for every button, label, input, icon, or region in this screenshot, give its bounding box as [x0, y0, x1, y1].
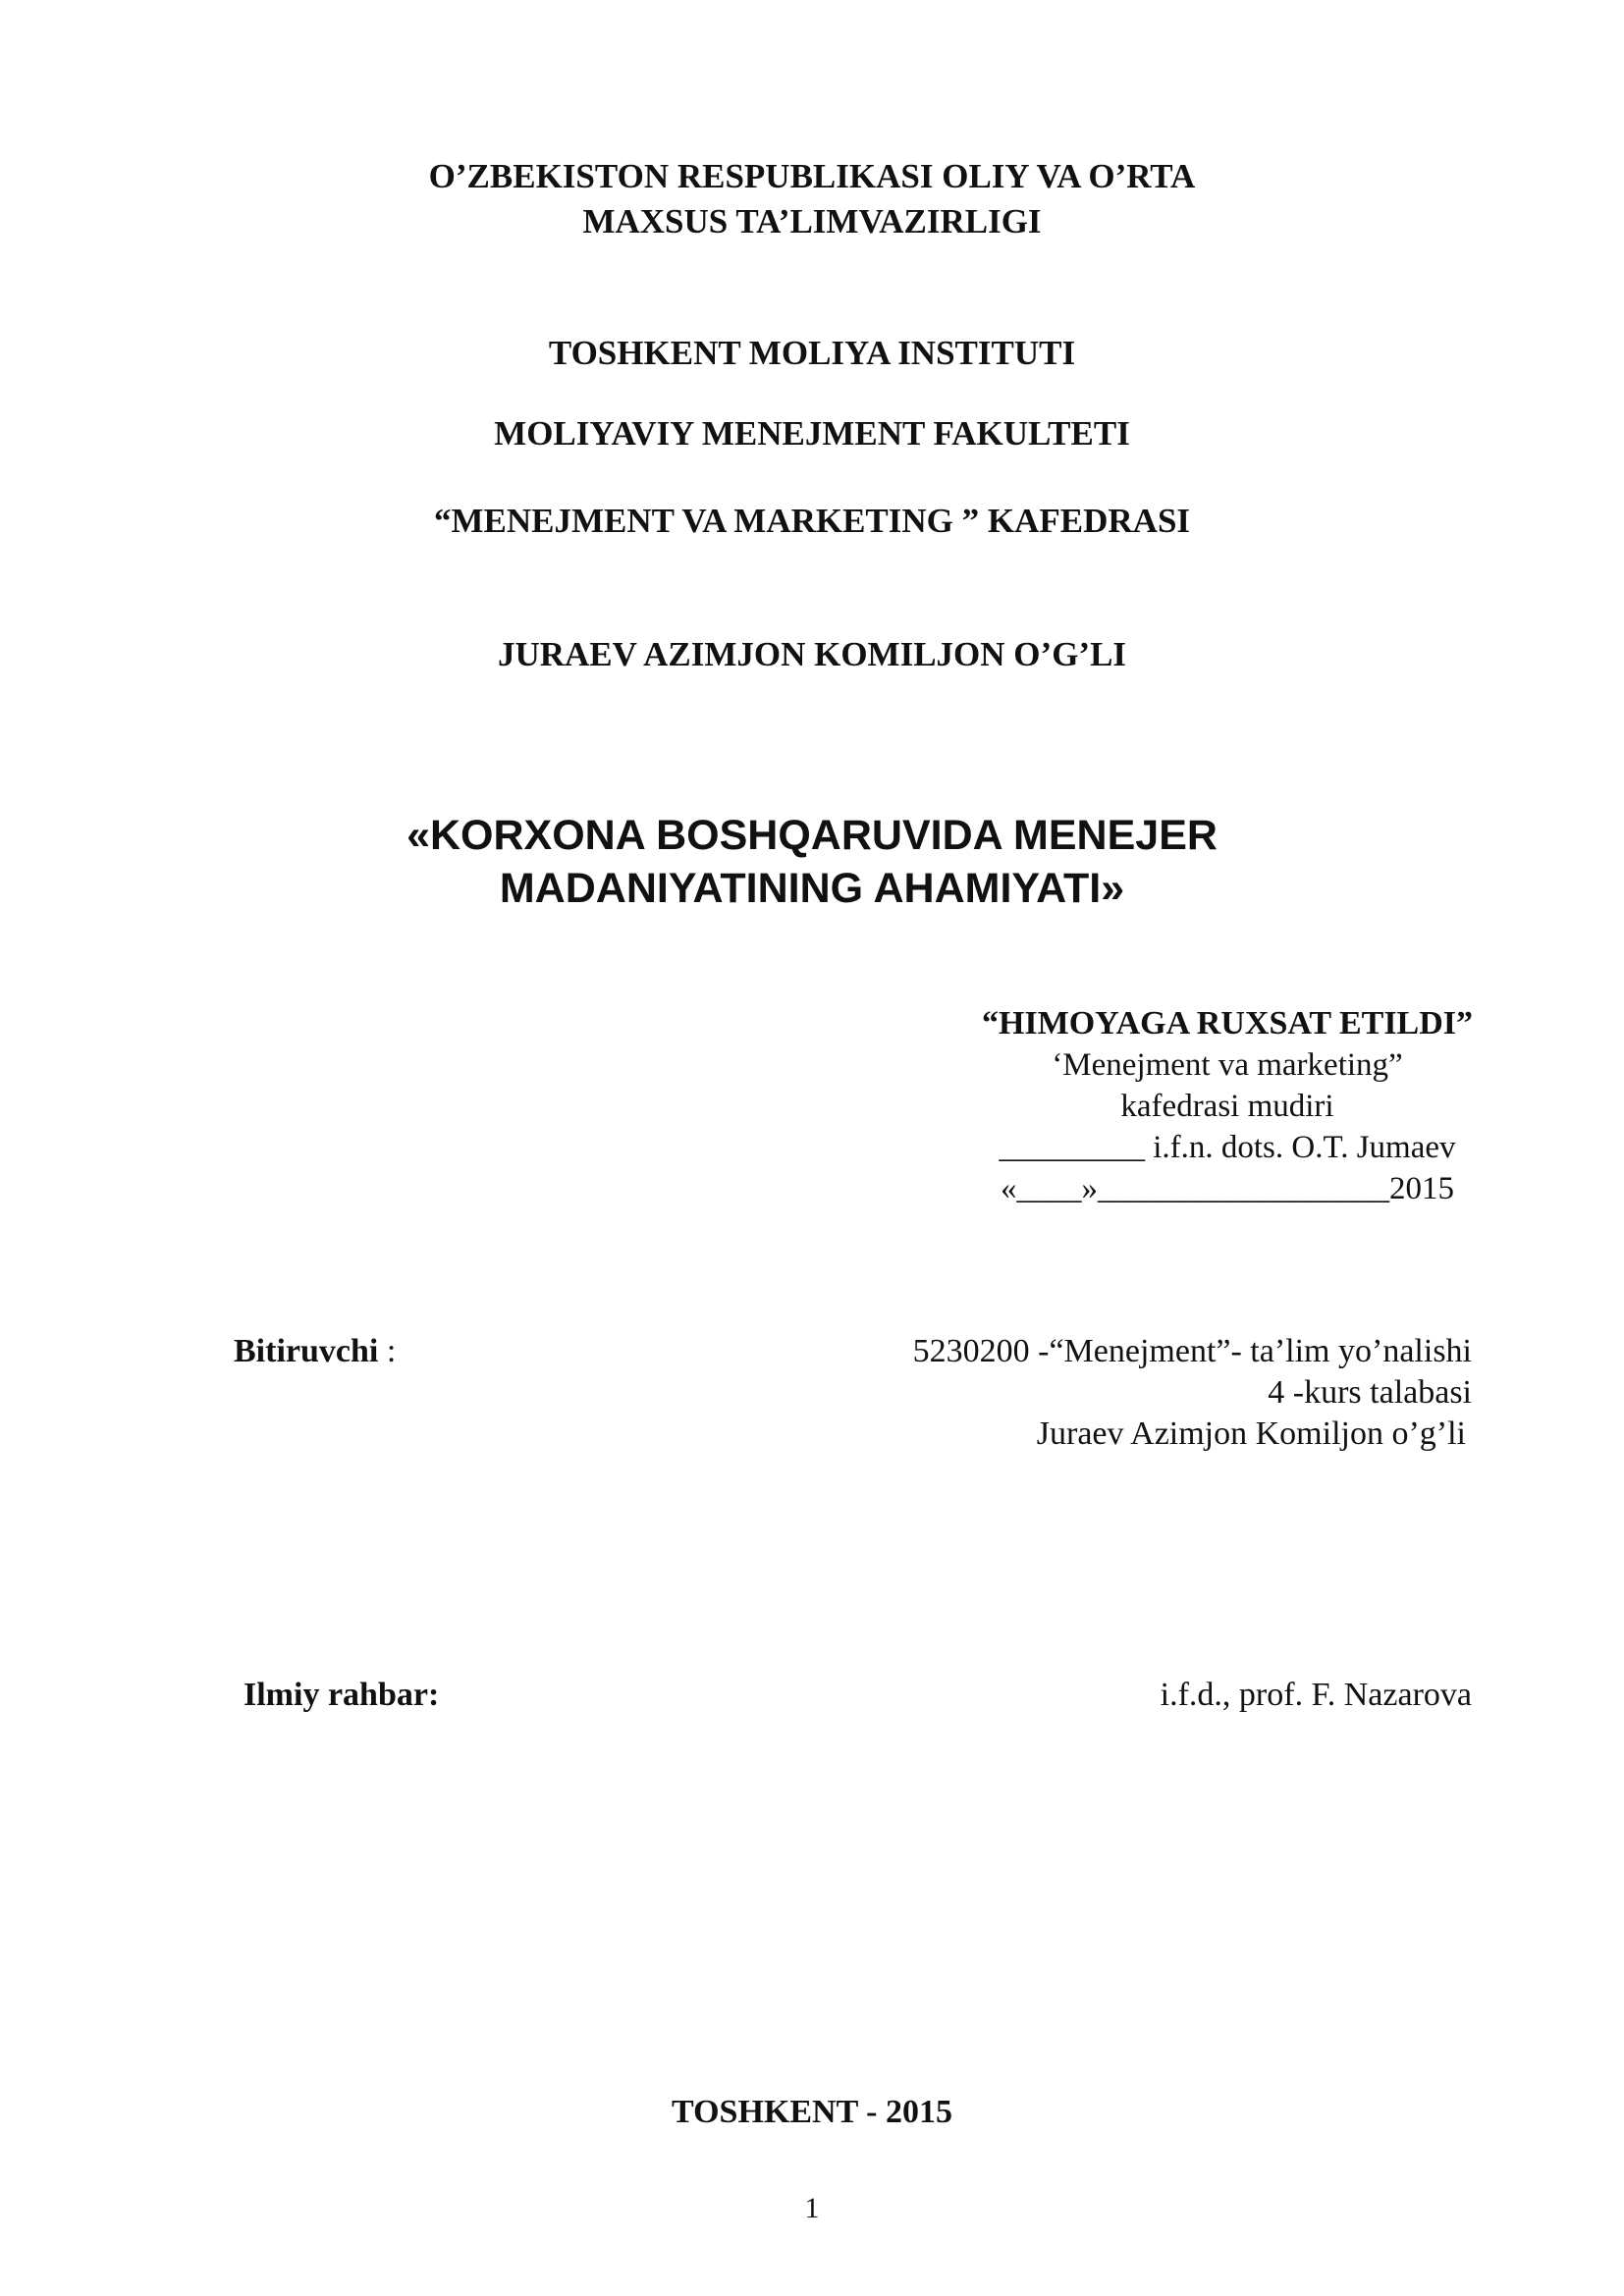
- city-year: TOSHKENT - 2015: [672, 2094, 952, 2130]
- approval-signature: _________ i.f.n. dots. O.T. Jumaev: [999, 1130, 1456, 1165]
- graduate-specialty: 5230200 -“Menejment”- ta’lim yo’nalishi: [912, 1333, 1472, 1369]
- approval-heading: “HIMOYAGA RUXSAT ETILDI”: [981, 1005, 1474, 1041]
- author-name: JURAEV AZIMJON KOMILJON O’G’LI: [497, 635, 1127, 673]
- faculty-name: MOLIYAVIY MENEJMENT FAKULTETI: [494, 414, 1130, 453]
- supervisor-label-row: [244, 1675, 439, 1716]
- institute-name: TOSHKENT MOLIYA INSTITUTI: [548, 334, 1076, 372]
- page-number: 1: [804, 2192, 820, 2224]
- graduate-details: [913, 1331, 1472, 1455]
- graduate-course: 4 -kurs talabasi: [1268, 1374, 1472, 1411]
- ministry-line-1: O’ZBEKISTON RESPUBLIKASI OLIY VA O’RTA: [428, 157, 1196, 195]
- approval-role: kafedrasi mudiri: [1120, 1089, 1334, 1124]
- supervisor-value: i.f.d., prof. F. Nazarova: [1160, 1677, 1472, 1713]
- graduate-name: Juraev Azimjon Komiljon o’g’li: [1036, 1415, 1466, 1452]
- supervisor-label: Ilmiy rahbar:: [244, 1677, 440, 1713]
- graduate-label-separator: :: [378, 1333, 397, 1369]
- graduate-label-row: [234, 1331, 396, 1372]
- graduate-label: Bitiruvchi: [234, 1333, 379, 1369]
- approval-department: ‘Menejment va marketing”: [1052, 1047, 1403, 1083]
- approval-date: «____»__________________2015: [1001, 1171, 1454, 1206]
- thesis-title-line-2: MADANIYATINING AHAMIYATI»: [499, 865, 1125, 912]
- thesis-title-line-1: «KORXONA BOSHQARUVIDA MENEJER: [406, 812, 1218, 859]
- ministry-line-2: MAXSUS TA’LIMVAZIRLIGI: [582, 202, 1042, 240]
- approval-block: [884, 1003, 1571, 1209]
- department-name: “MENEJMENT VA MARKETING ” KAFEDRASI: [433, 502, 1191, 540]
